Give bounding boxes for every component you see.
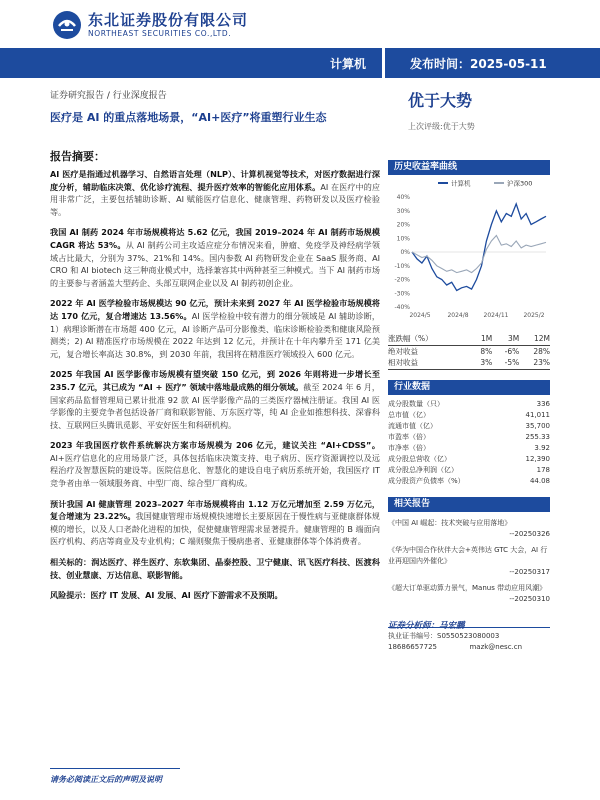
performance-cell: 绝对收益 <box>388 346 418 356</box>
legend-label: 沪深300 <box>507 179 533 188</box>
performance-cell: 8% <box>480 346 493 356</box>
sector-label: 计算机 <box>330 57 367 71</box>
performance-header-cell: 12M <box>519 333 550 345</box>
related-report-link[interactable]: 《华为中国合作伙伴大会+英伟达 GTC 大会，AI 行业再迎国内外催化》 <box>388 545 548 565</box>
summary-paragraph-bold: AI 医疗是指通过机器学习、自然语言处理（NLP）、计算机视觉等技术，对医疗数据进行深度分析，辅助临床决策、优化诊疗流程、提升医疗效率的智能化应用体系。 <box>50 169 380 192</box>
summary-paragraph <box>50 498 380 548</box>
industry-row <box>388 443 550 454</box>
summary-paragraph-bold: 风险提示：医疗 IT 发展、AI 发展、AI 医疗下游需求不及预期。 <box>50 590 283 601</box>
series-line-csi300 <box>412 236 546 273</box>
industry-row <box>388 476 550 487</box>
y-tick-label: -20% <box>394 276 410 284</box>
y-tick-label: 20% <box>396 221 410 229</box>
related-report-date: --20250310 <box>509 594 550 603</box>
summary-paragraph <box>50 439 380 489</box>
industry-table <box>388 399 550 487</box>
y-tick-label: 0% <box>400 249 410 256</box>
summary-paragraph-bold: 相关标的：润达医疗、祥生医疗、东软集团、晶泰控股、卫宁健康、讯飞医疗科技、医渡科技、创业慧康、万达信息、联影智能。 <box>50 557 380 580</box>
y-tick-label: 10% <box>396 235 410 243</box>
analyst-contact <box>388 642 550 653</box>
performance-header-cell: 3M <box>492 333 519 345</box>
industry-label: 总市值（亿） <box>388 411 430 419</box>
summary-paragraphs <box>50 168 380 602</box>
industry-value: 35,700 <box>525 422 550 430</box>
performance-header-cell: 涨跌幅（%） <box>388 333 470 345</box>
industry-row <box>388 421 550 432</box>
summary-paragraph-bold: 2022 年 AI 医学检验市场规模达 90 亿元，预计未来到 2027 年 AI 医学检验市场规模将达 170 亿元，复合增速达 13.56%。 <box>50 298 380 321</box>
related-report-link[interactable]: 《中国 AI 崛起：技术突破与应用落地》 <box>388 518 512 527</box>
related-reports <box>388 518 550 605</box>
x-tick-label: 2024/11 <box>483 312 509 319</box>
rating: 优于大势 <box>408 91 473 110</box>
performance-header-cell: 1M <box>470 333 492 345</box>
related-title: 相关报告 <box>388 497 550 512</box>
performance-cell: -6% <box>504 346 520 356</box>
x-tick-label: 2024/8 <box>447 312 469 319</box>
performance-row <box>388 357 550 369</box>
summary-heading: 报告摘要： <box>50 150 105 163</box>
performance-cell: -5% <box>492 357 519 369</box>
return-chart <box>388 175 550 325</box>
series-line-computer <box>412 204 546 291</box>
industry-row <box>388 432 550 443</box>
analyst-phone: 18686657725 <box>388 642 437 651</box>
performance-cell: 28% <box>533 346 550 356</box>
industry-value: 255.33 <box>525 433 550 441</box>
report-title: 医疗是 AI 的重点落地场景，“AI+医疗”将重塑行业生态 <box>50 111 327 124</box>
industry-title: 行业数据 <box>388 380 550 395</box>
industry-label: 成分股数量（只） <box>388 400 444 408</box>
sidebar <box>388 160 550 653</box>
industry-value: 3.92 <box>534 444 550 452</box>
industry-value: 336 <box>536 400 550 408</box>
summary-section <box>50 148 380 610</box>
summary-paragraph <box>50 226 380 289</box>
x-tick-label: 2024/5 <box>409 312 431 319</box>
previous-rating: 上次评级:优于大势 <box>408 122 475 131</box>
summary-paragraph-bold: 预计我国 AI 健康管理 2023–2027 年市场规模将由 1.12 万亿元增加至 2.59 万亿元，复合增速为 23.22%。 <box>50 498 380 522</box>
summary-paragraph-text: 我国健康管理市场规模快速增长主要原因在于慢性病与亚健康群体规模的增长，以及人口老龄化进程的加快，促使健康管理需求显著提升。健康管理的 B 端面向医疗机构、药店等商业及专业机构；C 端则聚焦于慢病患者、亚健康群体等个体消费者。 <box>50 511 380 547</box>
related-report-date: --20250326 <box>509 529 550 538</box>
analyst-header <box>388 613 550 631</box>
x-tick-label: 2025/2 <box>523 312 545 319</box>
analyst-title: 证券分析师：马宏鹏 <box>388 620 465 631</box>
industry-label: 成分股资产负债率（%） <box>388 477 465 485</box>
summary-paragraph-text: 截至 2024 年 6 月，国家药品监督管理局已累计批准 92 款 AI 医学影像产品的三类医疗器械注册证。我国 AI 医学影像的主要竞争者包括设备厂商和联影智能、万东医疗等，纯 AI 企业如推想科技、深睿科技、互联网巨头腾讯觅影、平安好医生和科研机构。 <box>50 381 380 430</box>
y-tick-label: -30% <box>394 290 410 298</box>
industry-row <box>388 465 550 476</box>
summary-paragraph-text: 从 AI 制药公司主攻适应症分布情况来看，肿瘤、免疫学及神经病学领域占比最大，分别为 37%、21%和 14%。国内参数 AI 药物研发企业在 SaaS 服务商、AI CRO 和 AI biotech 这三种商业模式中，选择兼容其中两种甚至三种模式。当下 AI 制药市场的主要参与者涵盖大型药企、头部互联网企业以及 AI 制药初创企业。 <box>50 239 381 288</box>
summary-paragraph-bold: 我国 AI 制药 2024 年市场规模将达 5.62 亿元，我国 2019–2024 年 AI 制药市场规模 CAGR 将达 53%。 <box>50 227 380 250</box>
industry-row <box>388 399 550 410</box>
performance-table <box>388 333 550 370</box>
company-logo <box>52 8 282 42</box>
industry-value: 41,011 <box>525 411 550 419</box>
industry-row <box>388 410 550 421</box>
industry-label: 成分股总净利润（亿） <box>388 466 458 474</box>
company-name-cn: 东北证券股份有限公司 <box>88 11 249 29</box>
footer-note: 请务必阅读正文后的声明及说明 <box>50 775 162 784</box>
chart-title: 历史收益率曲线 <box>388 160 550 175</box>
return-chart-svg <box>388 175 550 325</box>
summary-paragraph-text: AI 医学检验中较有潜力的细分领域是 AI 辅助诊断，1）病理诊断潜在市场超 400 亿元，AI 诊断产品可分影像类、临床诊断检验类和健康风险预测类；2) AI 精准医疗市场规模在 2022 年达到 12 亿元，并预计在十年内攀升至 171 亿美元，复合增长率高达 30.8%，到 2030 年前，我国将在精准医疗领域投入 600 亿元。 <box>50 310 381 359</box>
summary-paragraph-text: AI+医疗信息化的应用场景广泛，具体包括临床决策支持、电子病历、医疗资源调控以及远程治疗及智慧医院的建设等。医院信息化、智慧化的建设自电子病历系统开始，我国医疗 IT 竞争者由单一领域服务商、中型厂商、综合型厂商构成。 <box>50 452 380 489</box>
performance-header-row <box>388 333 550 345</box>
y-tick-label: 30% <box>396 207 410 215</box>
header-bar <box>0 48 600 78</box>
company-name-en: NORTHEAST SECURITIES CO.,LTD. <box>88 29 232 38</box>
industry-value: 12,390 <box>525 455 550 463</box>
y-tick-label: -10% <box>394 262 410 270</box>
industry-label: 成分股总营收（亿） <box>388 455 451 463</box>
summary-paragraph-bold: 2025 年我国 AI 医学影像市场规模有望突破 150 亿元，到 2026 年则将进一步增长至 235.7 亿元，其已成为 “AI + 医疗” 领域中落地最成熟的细分领域。 <box>50 369 380 392</box>
footer-line <box>50 768 180 769</box>
legend-label: 计算机 <box>451 179 471 188</box>
company-logo-icon <box>52 10 82 40</box>
summary-paragraph <box>50 297 380 360</box>
summary-paragraph-bold: 2023 年我国医疗软件系统解决方案市场规模为 206 亿元，建议关注 “AI+CDSS”。 <box>50 440 380 451</box>
performance-cell: 3% <box>470 357 492 369</box>
summary-paragraph <box>50 589 380 602</box>
industry-value: 178 <box>536 466 550 474</box>
industry-value: 44.08 <box>529 477 550 485</box>
performance-row <box>388 345 550 357</box>
analyst-cert: 执业证书编号：S0550523080003 <box>388 631 500 640</box>
related-report-link[interactable]: 《超大订单驱动算力景气，Manus 带动应用风潮》 <box>388 583 547 592</box>
performance-cell: 23% <box>519 357 550 369</box>
header-divider <box>382 48 385 78</box>
summary-paragraph-text: AI 在医疗中的应用非常广泛，主要包括辅助诊断、AI 赋能医疗信息化、健康管理、药物研发以及医疗检验等。 <box>50 181 380 217</box>
industry-label: 市盈率（倍） <box>388 433 430 441</box>
summary-paragraph <box>50 168 380 218</box>
industry-row <box>388 454 550 465</box>
related-report-date: --20250317 <box>509 567 550 576</box>
y-tick-label: 40% <box>396 194 410 201</box>
y-tick-label: -40% <box>394 304 410 311</box>
analyst-email: mazk@nesc.cn <box>469 642 523 651</box>
summary-paragraph <box>50 368 380 431</box>
report-type: 证券研究报告 / 行业深度报告 <box>50 91 167 101</box>
industry-label: 市净率（倍） <box>388 444 430 452</box>
summary-paragraph <box>50 556 380 581</box>
performance-cell: 相对收益 <box>388 357 470 369</box>
industry-label: 流通市值（亿） <box>388 422 437 430</box>
publish-time: 发布时间：2025-05-11 <box>410 57 547 71</box>
